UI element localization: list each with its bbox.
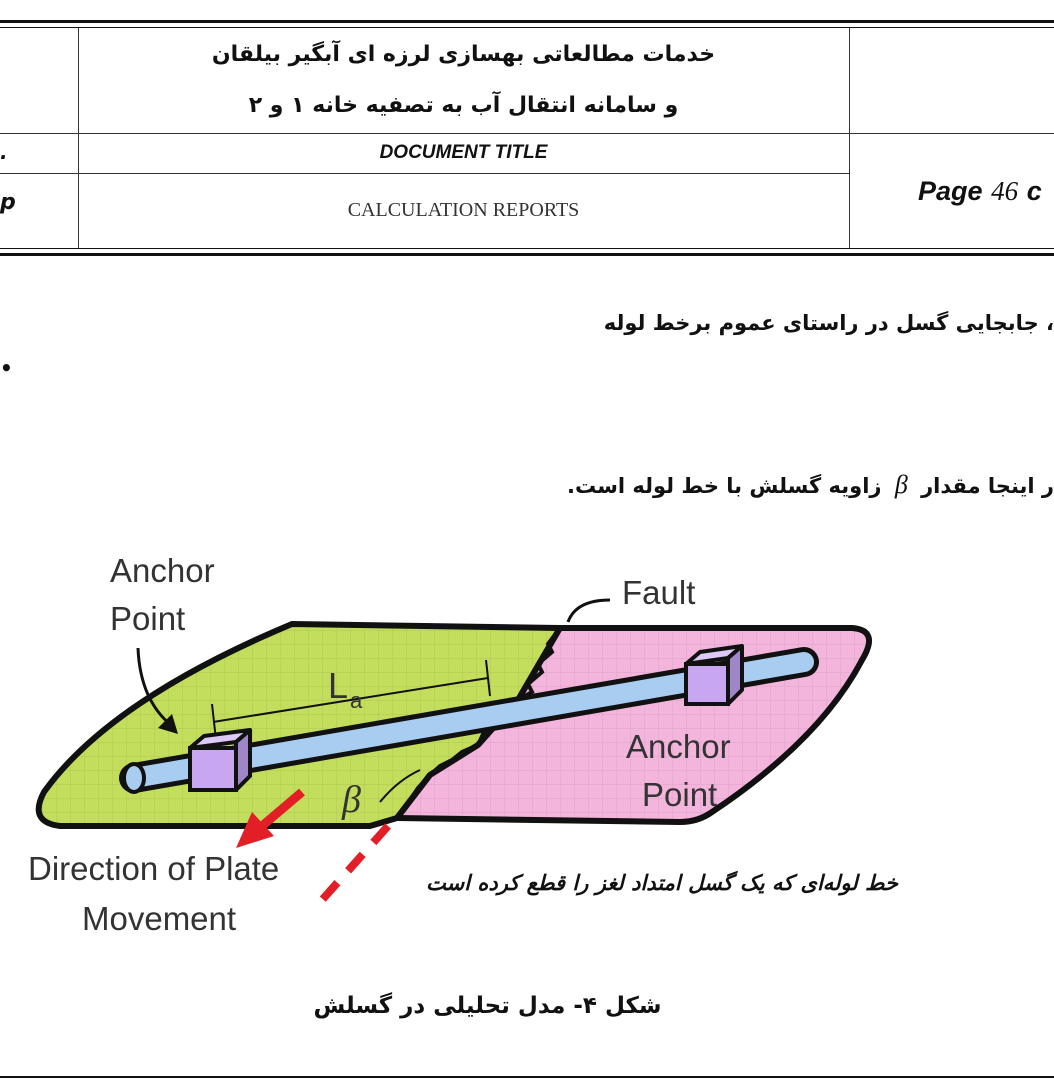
la-label-main: L (328, 665, 349, 706)
left-anchor-block (190, 730, 250, 790)
body-line-1: ، جابجایی گسل در راستای عموم برخط لوله (603, 311, 1054, 335)
fault-pointer (568, 600, 610, 622)
anchor-point-left-label-line2: Point (110, 600, 186, 637)
body-line-2-prefix: ر اینجا مقدار (921, 474, 1054, 498)
fault-label: Fault (622, 574, 696, 611)
anchor-point-left-label-line1: Anchor (110, 552, 215, 589)
page-of-fragment: c (1026, 176, 1042, 206)
anchor-point-right-label-line2: Point (642, 776, 718, 813)
project-title-line1: خدمات مطالعاتی بهسازی لرزه ای آبگیر بیلقان (211, 42, 716, 67)
figure-persian-annotation: خط لوله‌ای که یک گسل امتداد لغز را قطع کرده است (426, 871, 898, 895)
beta-label: β (342, 779, 361, 821)
project-title-line2: و سامانه انتقال آب به تصفیه خانه ۱ و ۲ (248, 93, 679, 118)
beta-symbol: β (894, 470, 908, 499)
plate-direction-label-line1: Direction of Plate (28, 850, 280, 887)
anchor-point-right-label-line1: Anchor (626, 728, 731, 765)
page-number: 46 (991, 176, 1019, 206)
page-bottom-rule (0, 1076, 1054, 1078)
document-title-value: CALCULATION REPORTS (347, 199, 580, 221)
body-line-2-suffix: زاویه گسلش با خط لوله است. (567, 474, 882, 498)
header-left-fragment-2: p (0, 190, 16, 215)
fault-extension-dashed (322, 826, 388, 900)
plate-direction-label-line2: Movement (82, 900, 237, 937)
right-anchor-block (686, 646, 742, 704)
page-label: Page (918, 176, 983, 206)
document-title-label: DOCUMENT TITLE (379, 142, 548, 163)
body-line-1-left-fragment: • (0, 356, 13, 380)
figure-caption: شکل ۴- مدل تحلیلی در گسلش (313, 993, 662, 1019)
header-left-fragment-1: . (0, 140, 8, 164)
la-label-sub: a (350, 688, 363, 713)
